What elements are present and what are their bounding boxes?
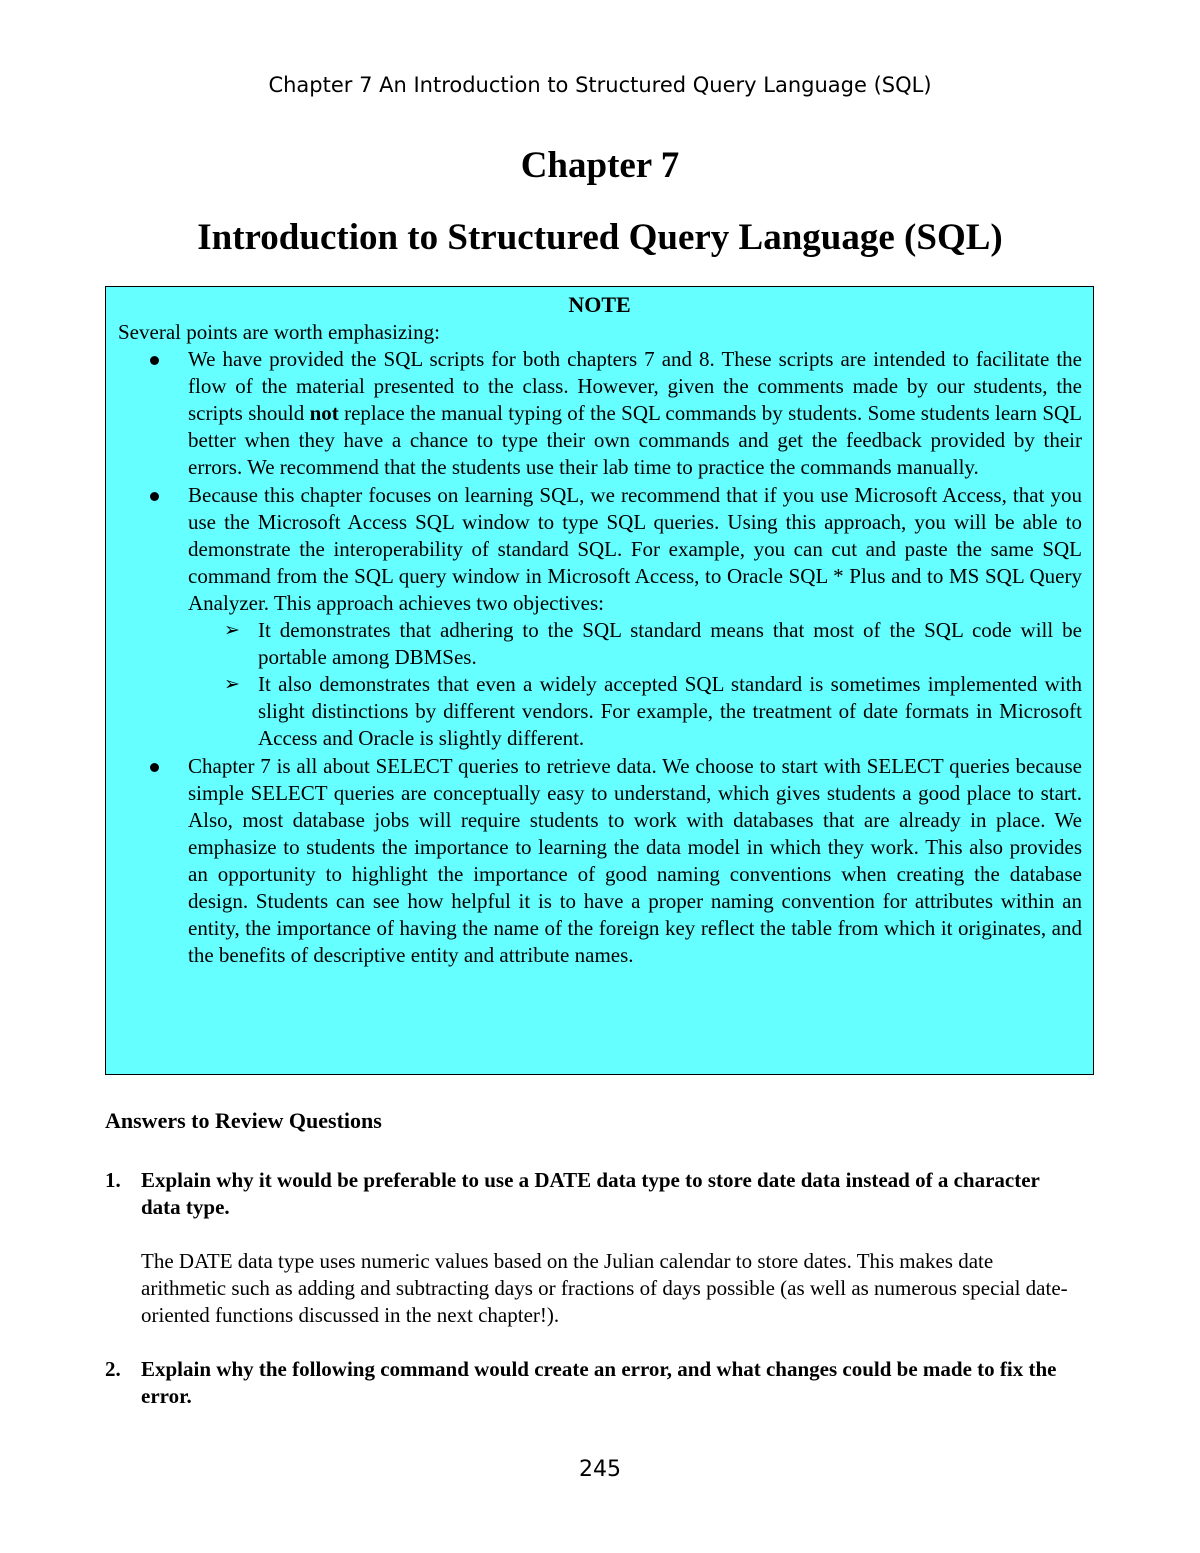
question-text: Explain why the following command would create an error, and what changes could be made to fix the error. <box>141 1357 1057 1408</box>
note-bullet-access <box>188 482 1082 753</box>
review-section-heading: Answers to Review Questions <box>105 1108 382 1133</box>
note-bullet-scripts-text-b: replace the manual typing of the SQL commands by students. Some students learn SQL better when they have a chance to type their own commands and get the feedback provided by their errors. We recommend that the students use their lab time to practice the commands manually. <box>188 401 1082 480</box>
note-bullet-select-text: Chapter 7 is all about SELECT queries to retrieve data. We choose to start with SELECT queries because simple SELECT queries are conceptually easy to understand, which gives students a good place to start. Also, most database jobs will require students to work with databases that are already in place. We emphasize to students the importance to learning the data model in which they work. This also provides an opportunity to highlight the importance of good naming conventions when creating the database design. Students can see how helpful it is to have a proper naming convention for attributes within an entity, the importance of having the name of the foreign key reflect the table from which it originates, and the benefits of descriptive entity and attribute names. <box>188 753 1082 968</box>
bullet-icon <box>150 492 159 501</box>
objective-item-text: It also demonstrates that even a widely accepted SQL standard is sometimes implemented with slight distinctions by different vendors. For example, the treatment of date formats in Microsoft Access and Oracle is slightly different. <box>258 672 1082 751</box>
objective-item <box>224 617 1082 671</box>
note-bullet-scripts-emphasis: not <box>309 401 339 426</box>
running-header: Chapter 7 An Introduction to Structured Query Language (SQL) <box>268 73 932 97</box>
question-number: 1. <box>105 1168 121 1192</box>
note-bullet-access-text: Because this chapter focuses on learning SQL, we recommend that if you use Microsoft Access, that you use the Microsoft Access SQL window to type SQL queries. Using this approach, you will be able to demonstrate the interoperability of standard SQL. For example, you can cut and paste the same SQL command from the SQL query window in Microsoft Access, to Oracle SQL * Plus and to MS SQL Query Analyzer. This approach achieves two objectives: <box>188 482 1082 615</box>
question-text: Explain why it would be preferable to use a DATE data type to store date data instead of a character data type. <box>141 1168 1040 1219</box>
note-bullet-select <box>188 753 1082 970</box>
answer-text: The DATE data type uses numeric values based on the Julian calendar to store dates. This makes date arithmetic such as adding and subtracting days or fractions of days possible (as well as numerous special date-oriented functions discussed in the next chapter!). <box>141 1249 1068 1327</box>
review-question-1 <box>105 1167 1080 1329</box>
chapter-number: Chapter 7 <box>520 145 680 186</box>
page-number: 245 <box>579 1457 621 1482</box>
chapter-title: Introduction to Structured Query Language (SQL) <box>197 217 1003 258</box>
arrow-bullet-icon: ➢ <box>224 673 240 696</box>
note-bullet-scripts <box>188 346 1082 481</box>
objective-item <box>224 671 1082 752</box>
bullet-icon <box>150 763 159 772</box>
note-heading: NOTE <box>568 292 631 317</box>
arrow-bullet-icon: ➢ <box>224 619 240 642</box>
question-number: 2. <box>105 1357 121 1381</box>
objective-item-text: It demonstrates that adhering to the SQL standard means that most of the SQL code will be portable among DBMSes. <box>258 618 1082 670</box>
objectives-list <box>188 617 1082 752</box>
note-intro: Several points are worth emphasizing: <box>118 320 440 344</box>
review-question-2 <box>105 1356 1080 1410</box>
note-list <box>106 346 1093 969</box>
note-bullet-scripts-text-a: We have provided the SQL scripts for both chapters 7 and 8. These scripts are intended to facilitate the flow of the material presented to the class. However, given the comments made by our students, the scripts should <box>188 347 1082 426</box>
bullet-icon <box>150 356 159 365</box>
note-box <box>105 286 1094 1075</box>
